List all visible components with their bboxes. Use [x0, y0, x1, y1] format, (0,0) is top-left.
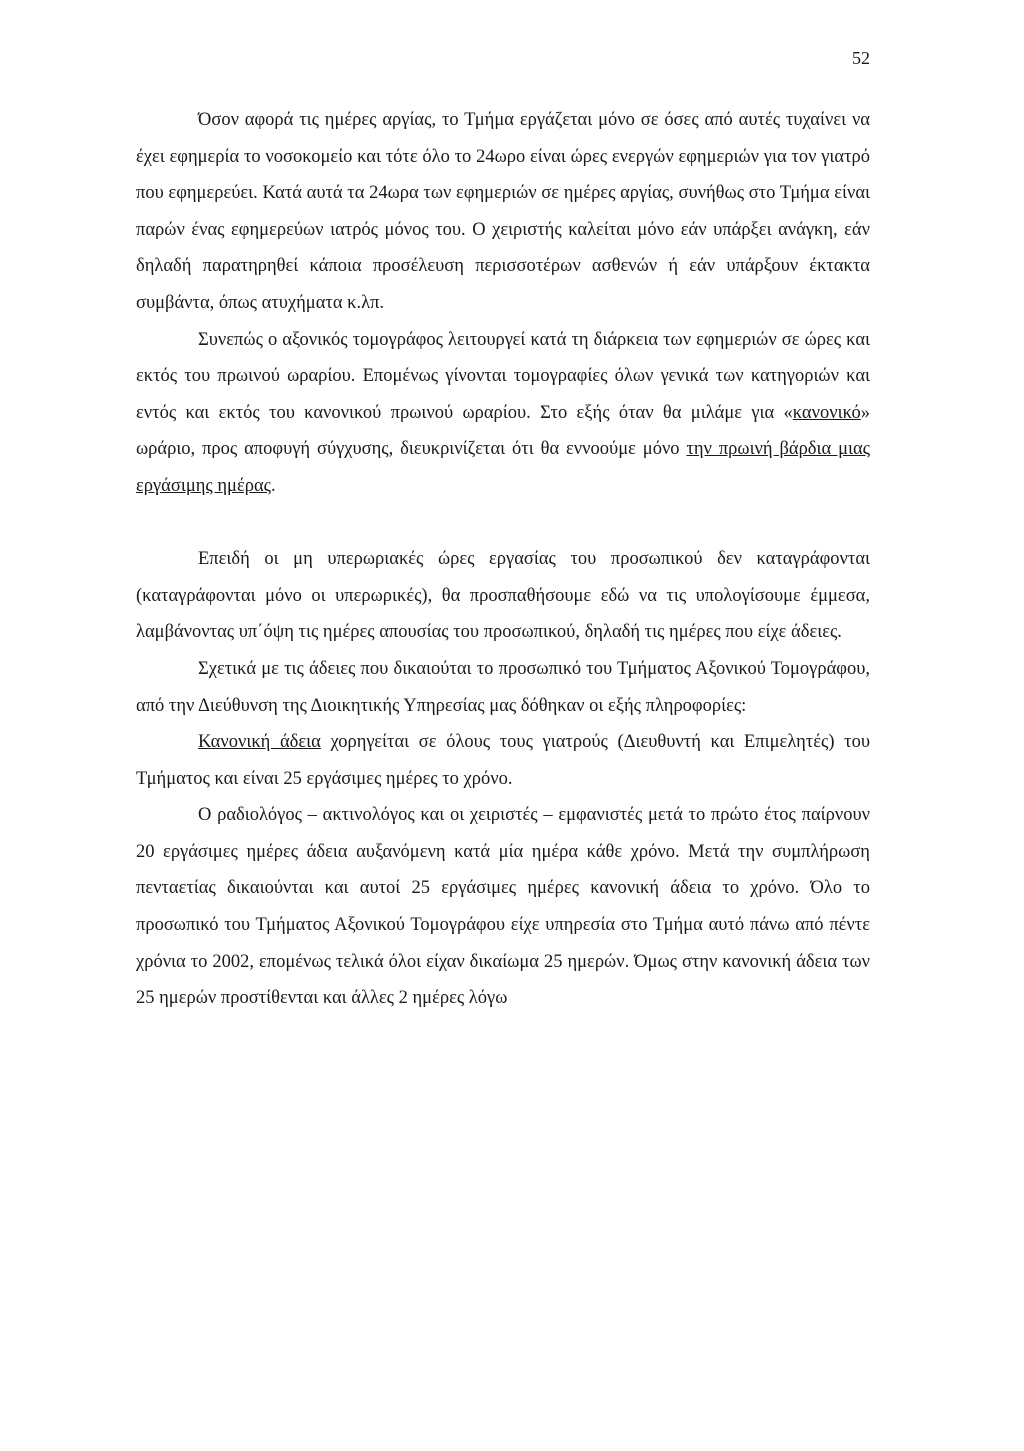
- paragraph-2: Συνεπώς ο αξονικός τομογράφος λειτουργεί κατά τη διάρκεια των εφημεριών σε ώρες και εκτός του πρωινού ωραρίου. Επομένως γίνονται τομογραφίες όλων γενικά των κατηγοριών και εντός και εκτός του κανονικού πρωινού ωραρίου. Στο εξής όταν θα μιλάμε για «κανονικό» ωράριο, προς αποφυγή σύγχυσης, διευκρινίζεται ότι θα εννοούμε μόνο την πρωινή βάρδια μιας εργάσιμης ημέρας.: [136, 329, 870, 496]
- paragraph-6: Ο ραδιολόγος – ακτινολόγος και οι χειριστές – εμφανιστές μετά το πρώτο έτος παίρνουν 20 εργάσιμες ημέρες άδεια αυξανόμενη κατά μία ημέρα κάθε χρόνο. Μετά την συμπλήρωση πενταετίας δικαιούνται και αυτοί 25 εργάσιμες ημέρες κανονική άδεια το χρόνο. Όλο το προσωπικό του Τμήματος Αξονικού Τομογράφου είχε υπηρεσία στο Τμήμα αυτό πάνω από πέντε χρόνια το 2002, επομένως τελικά όλοι είχαν δικαίωμα 25 ημερών. Όμως στην κανονική άδεια των 25 ημερών προστίθενται και άλλες 2 ημέρες λόγω: [136, 805, 870, 1009]
- document-body: [136, 102, 870, 1017]
- paragraph-3: Επειδή οι μη υπερωριακές ώρες εργασίας του προσωπικού δεν καταγράφονται (καταγράφονται μόνο οι υπερωρικές), θα προσπαθήσουμε εδώ να τις υπολογίσουμε έμμεσα, λαμβάνοντας υπ΄όψη τις ημέρες απουσίας του προσωπικού, δηλαδή τις ημέρες που είχε άδειες.: [136, 549, 870, 643]
- paragraph-1: Όσον αφορά τις ημέρες αργίας, το Τμήμα εργάζεται μόνο σε όσες από αυτές τυχαίνει να έχει εφημερία το νοσοκομείο και τότε όλο το 24ωρο είναι ώρες ενεργών εφημεριών για τον γιατρό που εφημερεύει. Κατά αυτά τα 24ωρα των εφημεριών σε ημέρες αργίας, συνήθως στο Τμήμα είναι παρών ένας εφημερεύων ιατρός μόνος του. Ο χειριστής καλείται μόνο εάν υπάρξει ανάγκη, εάν δηλαδή παρατηρηθεί κάποια προσέλευση περισσοτέρων ασθενών ή εάν υπάρξουν έκτακτα συμβάντα, όπως ατυχήματα κ.λπ.: [136, 110, 870, 313]
- paragraph-5: Κανονική άδεια χορηγείται σε όλους τους γιατρούς (Διευθυντή και Επιμελητές) του Τμήματος και είναι 25 εργάσιμες ημέρες το χρόνο.: [136, 732, 870, 789]
- page-number: 52: [852, 48, 870, 68]
- paragraph-4: Σχετικά με τις άδειες που δικαιούται το προσωπικό του Τμήματος Αξονικού Τομογράφου, από την Διεύθυνση της Διοικητικής Υπηρεσίας μας δόθηκαν οι εξής πληροφορίες:: [136, 658, 870, 716]
